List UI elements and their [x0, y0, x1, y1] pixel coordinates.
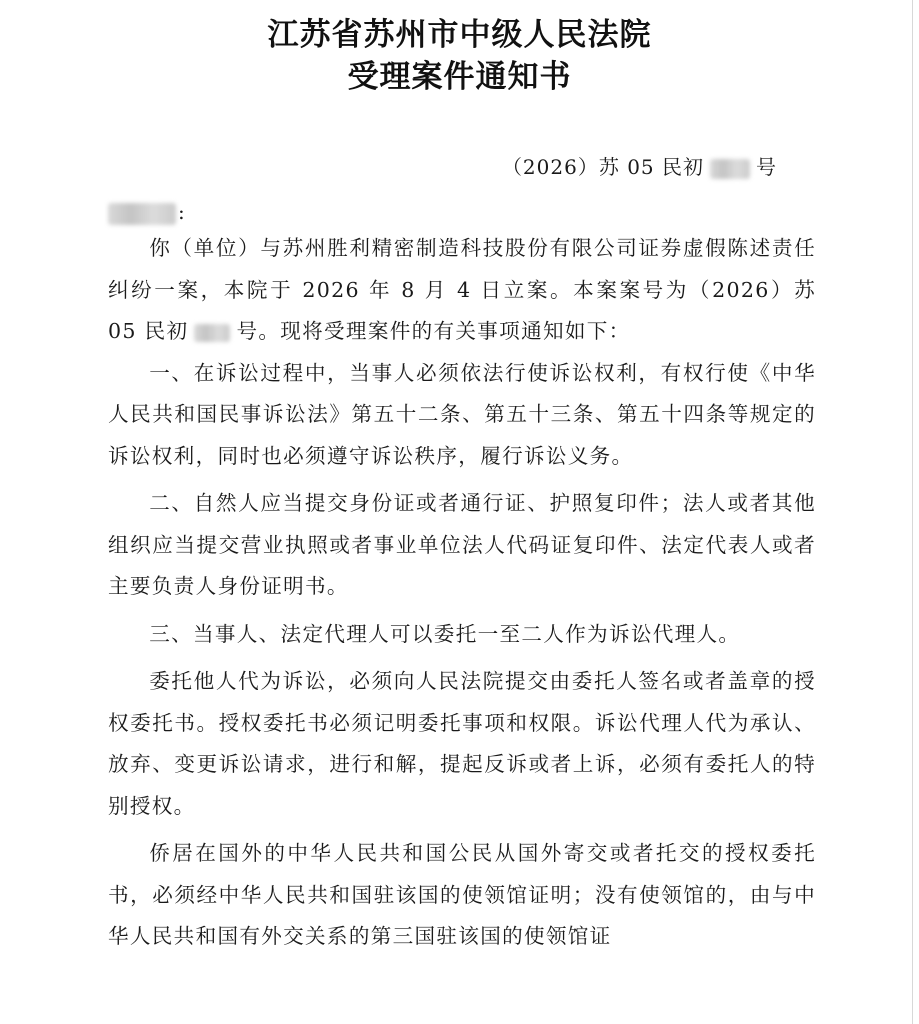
intro-paragraph	[108, 228, 816, 353]
case-number-prefix: （2026）苏 05 民初	[501, 155, 704, 179]
intro-text-end: 号。现将受理案件的有关事项通知如下：	[236, 319, 631, 343]
court-name: 江苏省苏州市中级人民法院	[267, 17, 652, 53]
item-3-paragraph: 三、当事人、法定代理人可以委托一至二人作为诉讼代理人。	[149, 621, 741, 646]
document-title: 受理案件通知书	[347, 59, 572, 95]
case-number-suffix: 号	[756, 155, 777, 179]
redacted-case-number	[710, 159, 750, 179]
case-number	[502, 152, 777, 182]
intro-text: 你（单位）与苏州胜利精密制造科技股份有限公司证券虚假陈述责任纠纷一案，本院于 2026 年 8 月 4 日立案。本案案号为（2026）苏 05 民初	[108, 236, 816, 343]
item-3-overseas-paragraph: 侨居在国外的中华人民共和国公民从国外寄交或者托交的授权委托书，必须经中华人民共和国驻该国的使领馆证明；没有使领馆的，由与中华人民共和国有外交关系的第三国驻该国的使领馆证	[108, 841, 816, 948]
page-edge	[912, 0, 913, 1024]
item-3-authorization-paragraph: 委托他人代为诉讼，必须向人民法院提交由委托人签名或者盖章的授权委托书。授权委托书必须记明委托事项和权限。诉讼代理人代为承认、放弃、变更诉讼请求，进行和解，提起反诉或者上诉，必须有委托人的特别授权。	[108, 669, 816, 818]
notice-body	[108, 228, 816, 958]
item-1-paragraph: 一、在诉讼过程中，当事人必须依法行使诉讼权利，有权行使《中华人民共和国民事诉讼法》第五十二条、第五十三条、第五十四条等规定的诉讼权利，同时也必须遵守诉讼秩序，履行诉讼义务。	[108, 360, 816, 468]
redacted-addressee-name	[108, 203, 176, 225]
document-header	[0, 14, 919, 98]
addressee-colon: :	[178, 200, 185, 224]
addressee-line	[108, 196, 185, 228]
item-2-paragraph: 二、自然人应当提交身份证或者通行证、护照复印件；法人或者其他组织应当提交营业执照或者事业单位法人代码证复印件、法定代表人或者主要负责人身份证明书。	[108, 491, 816, 598]
redacted-case-number-inline	[194, 324, 230, 342]
